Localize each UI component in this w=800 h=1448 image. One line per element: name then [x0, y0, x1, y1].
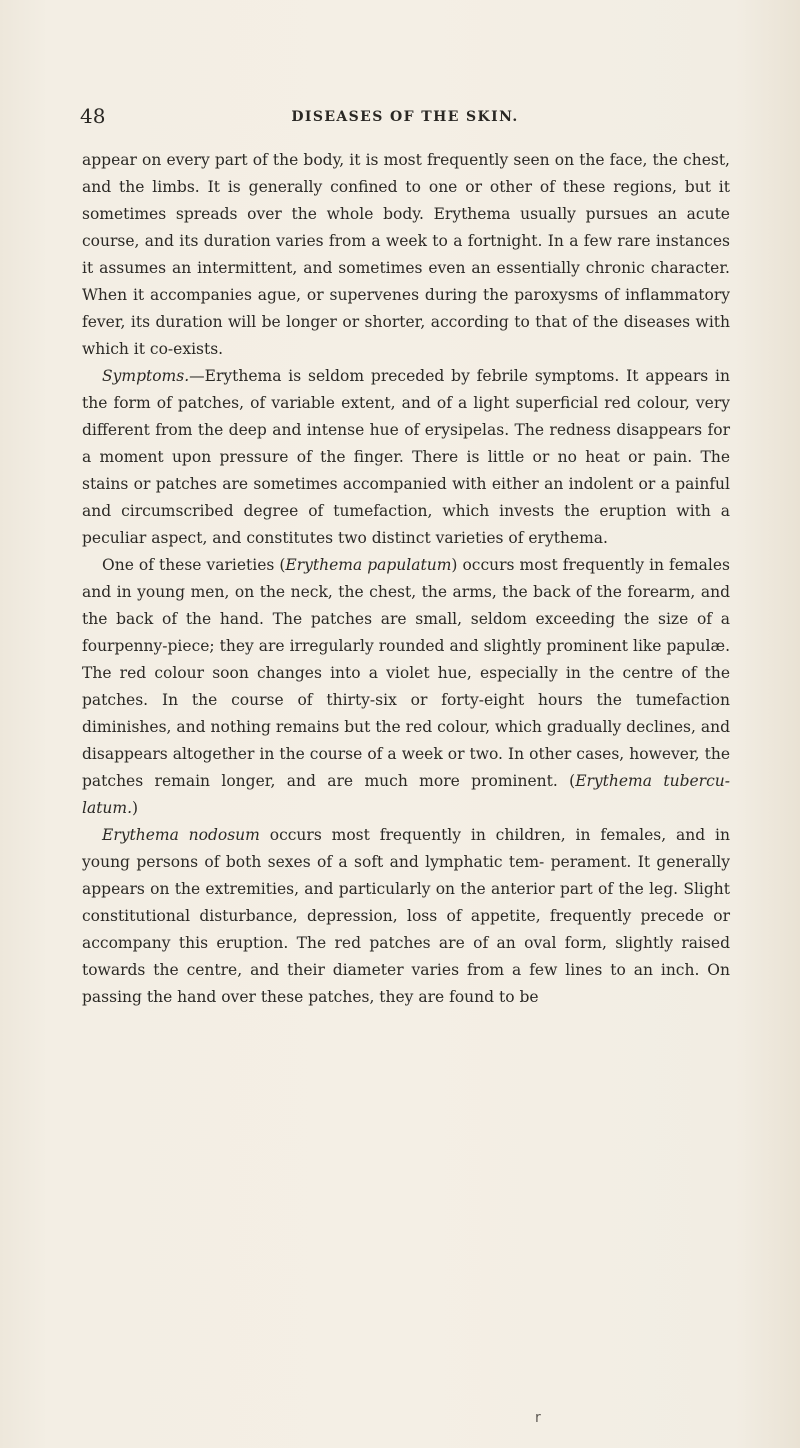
body-text: [82, 147, 730, 1011]
paragraph-text: appear on every part of the body, it is most frequently seen on the face, the chest, and the limbs. It is generally confined to one or other of these regions, but it sometimes spreads over the whole body. Erythema usually pursues an acute course, and its duration varies from a week to a fortnight. In a few rare instances it assumes an intermittent, and sometimes even an essentially chronic character. When it accompanies ague, or supervenes during the paroxysms of inflammatory fever, its duration will be longer or shorter, according to that of the diseases with which it co-exists.: [82, 151, 730, 358]
paragraph-text: One of these varieties (: [102, 556, 286, 574]
paragraph: [82, 552, 730, 822]
paragraph: [82, 147, 730, 363]
paragraph-text: occurs most frequently in children, in females, and in young persons of both sexes of a soft and lymphatic tem- perament. It generally appears on the extremities, and particularly on the anterior part of the leg. Slight constitutional disturbance, depression, loss of appetite, frequently precede or accompany this eruption. The red patches are of an oval form, slightly raised towards the centre, and their diameter varies from a few lines to an inch. On passing the hand over these patches, they are found to be: [82, 826, 730, 1006]
italic-text: Symptoms.: [102, 367, 190, 385]
page-header: [80, 104, 730, 134]
paragraph-text: ) occurs most frequently in females and in young men, on the neck, the chest, the arms, the back of the forearm, and the back of the hand. The patches are small, seldom exceeding the size of a fourpenny-piece; they are irregularly rounded and slightly prominent like papulæ. The red colour soon changes into a violet hue, especially in the centre of the patches. In the course of thirty-six or forty-eight hours the tumefaction diminishes, and nothing remains but the red colour, which gradually declines, and disappears altogether in the course of a week or two. In other cases, however, the patches remain longer, and are much more prominent. (: [82, 556, 730, 790]
italic-text: Erythema tubercu- latum.: [82, 772, 730, 817]
paragraph: [82, 363, 730, 552]
signature-mark: r: [535, 1410, 541, 1426]
page-number: 48: [80, 104, 106, 128]
paragraph: [82, 822, 730, 1011]
paragraph-text: ): [132, 799, 139, 817]
italic-text: Erythema papulatum: [285, 556, 452, 574]
paragraph-text: —Erythema is seldom preceded by febrile symptoms. It appears in the form of patches, of variable extent, and of a light superficial red colour, very different from the deep and intense hue of erysipelas. The redness disappears for a moment upon pressure of the finger. There is little or no heat or pain. The stains or patches are sometimes accompanied with either an indolent or a painful and circumscribed degree of tumefaction, which invests the eruption with a peculiar aspect, and constitutes two distinct varieties of erythema.: [82, 367, 730, 547]
running-head: DISEASES OF THE SKIN.: [291, 109, 519, 125]
italic-text: Erythema nodosum: [102, 826, 260, 844]
